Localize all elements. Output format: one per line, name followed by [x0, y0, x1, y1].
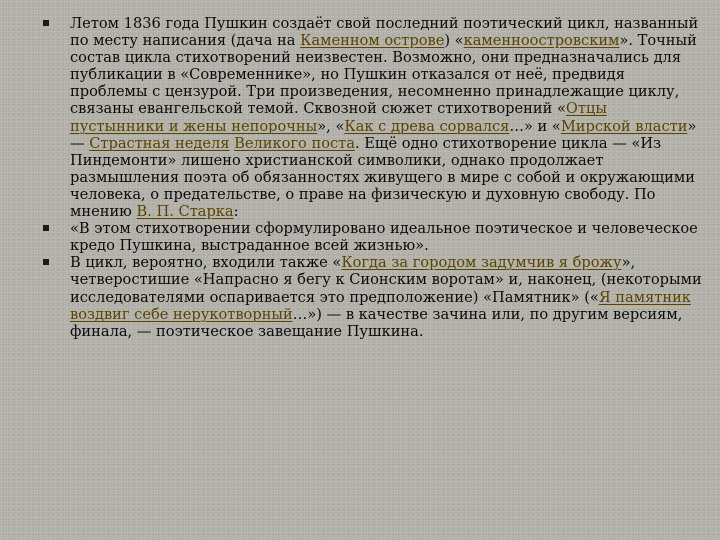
text-run: », «	[317, 117, 345, 135]
bullet-text	[70, 220, 698, 254]
text-run: В цикл, вероятно, входили также «	[70, 254, 342, 272]
text-run: …») — в качестве зачина или, по другим версиям, финала, — поэтическое завещание Пушкина.	[70, 305, 683, 340]
hyperlink[interactable]: Я памятник воздвиг себе нерукотворный	[70, 288, 691, 323]
bullet-text	[70, 254, 702, 339]
hyperlink[interactable]: Когда за городом задумчив я брожу	[341, 254, 622, 272]
text-run: «В этом стихотворении сформулировано идеальное поэтическое и человеческое кредо Пушкина, выстраданное всей жизнью».	[70, 220, 698, 255]
bullet-text	[70, 15, 698, 220]
text-run: . Ещё одно стихотворение цикла — «Из Пиндемонти» лишено христианской символики, однако продолжает размышления поэта об обязанностях живущего в мире с собой и окружающими человека, о предательстве, о праве на физическую и духовную свободу. По мнению	[70, 134, 695, 221]
bullet-square-icon	[43, 225, 49, 231]
text-run: :	[233, 203, 239, 221]
bullet-square-icon	[43, 20, 49, 26]
text-run: Летом 1836 года Пушкин создаёт свой последний поэтический цикл, названный по месту написания (дача на	[70, 15, 699, 50]
text-run: », четверостишие «Напрасно я бегу к Сионским воротам» и, наконец, (некоторыми исследователями оспаривается это предположение) «Памятник» («	[70, 254, 702, 306]
hyperlink[interactable]: Великого поста	[234, 134, 355, 152]
hyperlink[interactable]: Страстная неделя	[89, 134, 230, 152]
bullet-item	[40, 254, 705, 339]
hyperlink[interactable]: Каменном острове	[300, 32, 445, 50]
hyperlink[interactable]: В. П. Старка	[136, 203, 234, 221]
hyperlink[interactable]: Мирской власти	[560, 117, 688, 135]
text-run: ) «	[444, 32, 464, 50]
bullet-item	[40, 15, 705, 220]
text-run: » —	[70, 117, 697, 152]
bullet-list	[40, 15, 705, 340]
hyperlink[interactable]: каменноостровским	[463, 32, 620, 50]
bullet-item	[40, 220, 705, 254]
bullet-square-icon	[43, 259, 49, 265]
hyperlink[interactable]: Отцы пустынники и жены непорочны	[70, 100, 607, 135]
hyperlink[interactable]: Как с древа сорвался	[344, 117, 510, 135]
text-run: …» и «	[509, 117, 561, 135]
text-run: ». Точный состав цикла стихотворений неизвестен. Возможно, они предназначались для публикации в «Современнике», но Пушкин отказался от неё, предвидя проблемы с цензурой. Три произведения, несомненно принадлежащие циклу, связаны евангельской темой. Сквозной сюжет стихотворений «	[70, 32, 697, 118]
